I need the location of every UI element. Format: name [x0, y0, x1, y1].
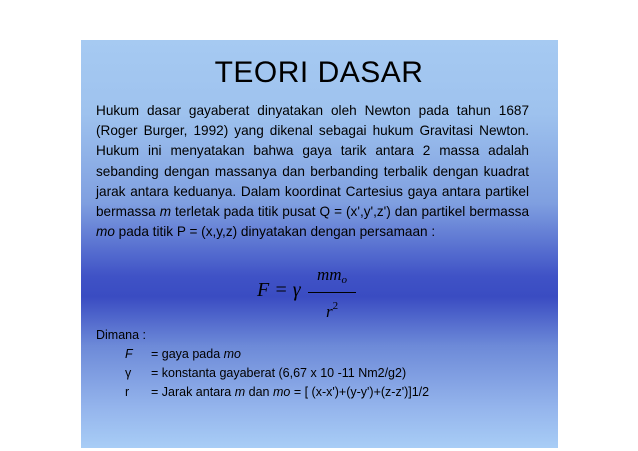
gravity-formula	[257, 264, 357, 321]
paragraph-segment: Hukum dasar gayaberat dinyatakan oleh Newton pada tahun 1687 (Roger Burger, 1992) yang dikenal sebagai hukum Gravitasi Newton. Hukum ini menyatakan bahwa gaya tarik antara 2 massa adalah sebanding dengan massanya dan berbanding terbalik dengan kuadrat jarak antara keduanya. Dalam koordinat Cartesius gaya antara partikel bermassa	[96, 103, 529, 220]
definitions-heading: Dimana :	[96, 328, 147, 342]
denominator-superscript: 2	[332, 300, 339, 312]
definitions-block	[96, 326, 536, 402]
description-segment: m	[234, 385, 246, 399]
description-segment: = gaya pada	[151, 347, 224, 361]
fraction-bar	[308, 292, 356, 293]
paragraph-segment: terletak pada titik pusat Q = (x',y',z') dan partikel bermassa	[171, 204, 530, 220]
formula-denominator	[308, 295, 356, 323]
formula-fraction	[308, 264, 356, 323]
definition-row	[96, 364, 536, 383]
description-segment: mo	[272, 385, 291, 399]
definition-row	[96, 383, 536, 402]
description-segment: mo	[223, 347, 242, 361]
denominator-text: r	[325, 302, 333, 321]
definition-symbol: γ	[125, 366, 132, 380]
paragraph-segment: m	[159, 204, 172, 220]
definition-description	[151, 345, 241, 364]
description-segment: = konstanta gayaberat (6,67 x 10 -11 Nm2/g2)	[151, 366, 407, 380]
formula-numerator	[308, 264, 356, 291]
slide-title: TEORI DASAR	[214, 56, 424, 89]
definition-description	[151, 383, 429, 402]
definition-symbol: F	[125, 347, 133, 361]
definition-symbol: r	[125, 385, 130, 399]
numerator-text: mm	[316, 265, 342, 284]
definition-row	[96, 345, 536, 364]
description-segment: = [ (x-x')+(y-y')+(z-z')]1/2	[290, 385, 430, 399]
definition-description	[151, 364, 406, 383]
paragraph-segment: pada titik P = (x,y,z) dinyatakan dengan persamaan :	[114, 224, 436, 240]
paragraph-segment: mo	[96, 224, 115, 240]
body-paragraph	[96, 101, 529, 242]
description-segment: dan	[245, 385, 273, 399]
numerator-subscript: o	[341, 274, 348, 286]
description-segment: = Jarak antara	[151, 385, 235, 399]
formula-lhs: F = γ	[257, 279, 301, 301]
